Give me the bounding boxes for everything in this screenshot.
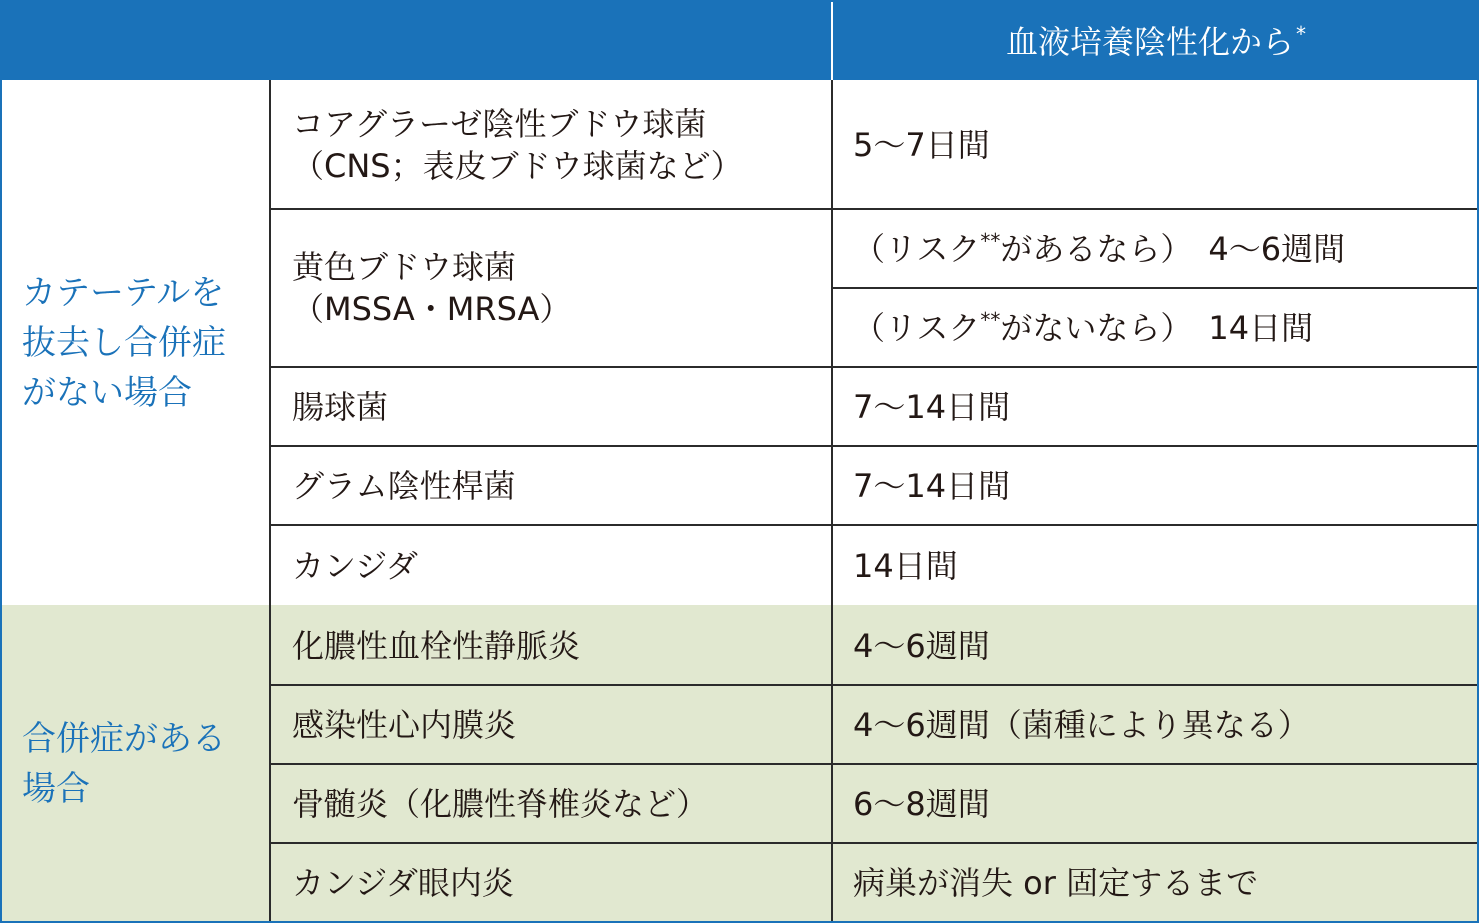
duration-cell-osteomyelitis: 6～8週間 <box>853 784 990 823</box>
grid-line-horizontal <box>269 366 1479 368</box>
grid-line-horizontal <box>269 208 1479 210</box>
duration-cell-gram-negative: 7～14日間 <box>853 466 1011 505</box>
organism-line: （CNS；表皮ブドウ球菌など） <box>292 147 743 185</box>
grid-line-vertical <box>831 80 833 923</box>
header-duration-title <box>833 0 1479 80</box>
group-label-no-complication <box>22 268 262 418</box>
organism-cell-osteomyelitis: 骨髄炎（化膿性脊椎炎など） <box>292 784 709 823</box>
organism-cell-endophthalmitis: カンジダ眼内炎 <box>292 863 514 902</box>
duration-cell-enterococcus: 7～14日間 <box>853 387 1011 426</box>
table-header <box>0 0 1479 80</box>
grid-line-vertical <box>269 80 271 923</box>
group-label-line: 合併症がある <box>22 719 226 759</box>
duration-cell-thrombophlebitis: 4～6週間 <box>853 626 990 665</box>
duration-cell-s-aureus-with-risk <box>853 210 1473 287</box>
duration-cell-endocarditis: 4～6週間（菌種により異なる） <box>853 705 1310 744</box>
organism-cell-enterococcus: 腸球菌 <box>292 387 389 426</box>
organism-line: 黄色ブドウ球菌 <box>292 248 517 286</box>
group-label-line: カテーテルを <box>22 273 225 313</box>
organism-cell-gram-negative: グラム陰性桿菌 <box>292 466 516 505</box>
header-title-text: 血液培養陰性化から <box>1005 23 1294 61</box>
duration-prefix: （リスク <box>853 308 981 347</box>
organism-cell-s-aureus <box>292 210 827 366</box>
header-title-mark: * <box>1296 22 1306 46</box>
organism-cell-candida: カンジダ <box>292 546 418 585</box>
group-label-line: がない場合 <box>22 373 192 413</box>
organism-cell-thrombophlebitis: 化膿性血栓性静脈炎 <box>292 626 581 665</box>
group-label-with-complication <box>22 714 262 814</box>
risk-mark: ** <box>980 307 1001 332</box>
organism-line: （MSSA・MRSA） <box>292 290 572 328</box>
grid-line-horizontal <box>269 684 1479 686</box>
grid-line-horizontal <box>269 445 1479 447</box>
duration-cell-cns: 5～7日間 <box>853 126 990 164</box>
duration-cell-endophthalmitis: 病巣が消失 or 固定するまで <box>853 863 1259 902</box>
organism-line: コアグラーゼ陰性ブドウ球菌 <box>292 105 707 143</box>
organism-cell-endocarditis: 感染性心内膜炎 <box>292 705 517 744</box>
group-label-line: 場合 <box>22 769 90 809</box>
duration-text: がないなら） 14日間 <box>1000 308 1314 347</box>
duration-cell-s-aureus-no-risk <box>853 289 1473 366</box>
grid-line-horizontal <box>269 842 1479 844</box>
grid-line-horizontal <box>269 763 1479 765</box>
risk-mark: ** <box>980 228 1001 253</box>
grid-line-horizontal <box>269 524 1479 526</box>
grid-line-horizontal <box>831 287 1479 289</box>
duration-prefix: （リスク <box>853 229 981 268</box>
duration-text: があるなら） 4～6週間 <box>1000 229 1346 268</box>
duration-cell-candida: 14日間 <box>853 546 958 585</box>
group-label-line: 抜去し合併症 <box>22 323 226 363</box>
organism-cell-cns <box>292 82 827 208</box>
